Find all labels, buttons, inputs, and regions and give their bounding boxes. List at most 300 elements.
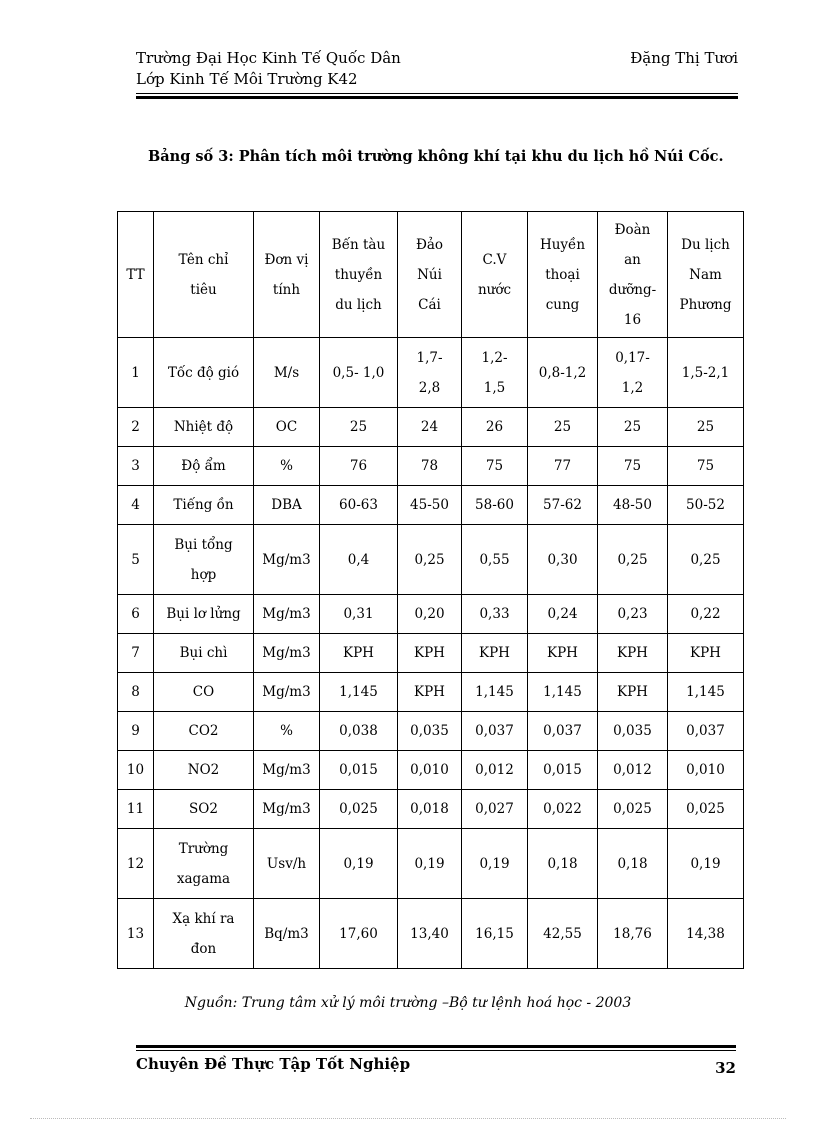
page-edge-dotted-line: [30, 1118, 786, 1119]
table-cell: [528, 408, 598, 447]
cell-text: 1,2-: [481, 349, 508, 366]
table-cell: [118, 486, 154, 525]
table-cell: [118, 899, 154, 969]
cell-text: 0,31: [343, 606, 374, 622]
cell-text: 0,22: [690, 606, 721, 622]
cell-text: 8: [131, 684, 140, 700]
cell-text: cung: [545, 296, 580, 313]
cell-text: 76: [349, 458, 368, 474]
cell-text: 0,037: [686, 723, 725, 739]
table-cell: [528, 790, 598, 829]
footer-rule-thin: [136, 1050, 736, 1051]
cell-text: KPH: [414, 645, 445, 661]
table-cell: [668, 634, 744, 673]
cell-text: 25: [623, 419, 642, 435]
table-cell: [462, 790, 528, 829]
table-cell: [254, 447, 320, 486]
cell-text: 0,5- 1,0: [332, 364, 385, 381]
table-cell: [254, 899, 320, 969]
cell-text: thuyền: [334, 266, 383, 283]
cell-text: 0,035: [410, 723, 449, 739]
cell-text: 78: [420, 458, 439, 474]
page-header: [136, 48, 738, 90]
table-cell: [254, 525, 320, 595]
cell-text: Du lịch: [681, 236, 730, 253]
table-cell: [398, 829, 462, 899]
cell-text: 0,25: [617, 551, 648, 568]
table-cell: [462, 486, 528, 525]
cell-text: thoại: [545, 266, 580, 283]
cell-text: 1,5: [483, 379, 506, 396]
source-note: Nguồn: Trung tâm xử lý môi trường –Bộ tư lệnh hoá học - 2003: [184, 995, 632, 1011]
cell-text: 25: [349, 419, 368, 435]
table-header-row: [118, 212, 744, 338]
table-cell: [398, 447, 462, 486]
table-cell: [154, 829, 254, 899]
table-row: [118, 408, 744, 447]
table-cell: [398, 408, 462, 447]
table-cell: [668, 751, 744, 790]
header-cell: [668, 212, 744, 338]
cell-text: 0,4: [347, 551, 370, 568]
table-cell: [118, 338, 154, 408]
cell-text: 0,025: [339, 801, 378, 817]
table-cell: [118, 790, 154, 829]
cell-text: 0,027: [475, 801, 514, 817]
cell-text: Đơn vị: [264, 251, 309, 268]
cell-text: 7: [131, 645, 140, 661]
cell-text: 0,19: [479, 855, 510, 872]
table-cell: [154, 673, 254, 712]
table-cell: [668, 673, 744, 712]
table-row: [118, 712, 744, 751]
cell-text: 1,7-: [416, 349, 443, 366]
cell-text: Xạ khí ra: [172, 910, 235, 927]
cell-text: Bụi chì: [179, 645, 228, 661]
cell-text: Tốc độ gió: [167, 364, 240, 381]
table-cell: [320, 525, 398, 595]
cell-text: 75: [696, 458, 715, 474]
table-cell: [528, 751, 598, 790]
table-cell: [598, 829, 668, 899]
cell-text: KPH: [617, 684, 648, 700]
cell-text: hợp: [190, 566, 217, 583]
header-cell: [598, 212, 668, 338]
cell-text: Nam: [689, 266, 722, 283]
cell-text: Đoàn: [614, 221, 651, 238]
cell-text: C.V: [482, 251, 507, 268]
cell-text: 9: [131, 723, 140, 739]
table-cell: [320, 751, 398, 790]
cell-text: 48-50: [613, 497, 652, 513]
header-cell: [154, 212, 254, 338]
table-cell: [154, 486, 254, 525]
table-cell: [462, 595, 528, 634]
table-cell: [598, 338, 668, 408]
cell-text: 0,18: [547, 855, 578, 872]
cell-text: 1,145: [339, 684, 378, 700]
cell-text: 45-50: [410, 497, 449, 513]
cell-text: Nhiệt độ: [173, 419, 234, 435]
header-cell: [398, 212, 462, 338]
header-cell: [528, 212, 598, 338]
table-cell: [598, 595, 668, 634]
table-cell: [398, 790, 462, 829]
table-cell: [320, 338, 398, 408]
table-cell: [254, 408, 320, 447]
cell-text: 0,8-1,2: [538, 364, 587, 381]
header-cell: [462, 212, 528, 338]
table-row: [118, 673, 744, 712]
table-cell: [154, 525, 254, 595]
cell-text: 57-62: [543, 497, 582, 513]
table-cell: [598, 712, 668, 751]
table-cell: [668, 408, 744, 447]
cell-text: 0,018: [410, 801, 449, 817]
cell-text: Tiếng ồn: [173, 497, 234, 513]
table-cell: [154, 899, 254, 969]
cell-text: 0,19: [343, 855, 374, 872]
table-row: [118, 829, 744, 899]
cell-text: 2,8: [418, 379, 441, 396]
table-row: [118, 595, 744, 634]
table-cell: [154, 712, 254, 751]
table-cell: [118, 525, 154, 595]
cell-text: KPH: [547, 645, 578, 661]
table-cell: [320, 673, 398, 712]
cell-text: 77: [553, 458, 572, 474]
table-cell: [598, 525, 668, 595]
table-cell: [320, 712, 398, 751]
cell-text: 0,25: [690, 551, 721, 568]
cell-text: du lịch: [335, 296, 382, 313]
table-cell: [254, 595, 320, 634]
table-cell: [668, 525, 744, 595]
cell-text: 0,19: [690, 855, 721, 872]
table-row: [118, 790, 744, 829]
table-cell: [320, 829, 398, 899]
table-cell: [398, 712, 462, 751]
cell-text: 0,19: [414, 855, 445, 872]
cell-text: 0,30: [547, 551, 578, 568]
page-number: 32: [715, 1059, 736, 1077]
cell-text: xagama: [176, 870, 231, 887]
cell-text: 5: [131, 551, 140, 568]
cell-text: 1,145: [686, 684, 725, 700]
cell-text: 16,15: [475, 925, 514, 942]
table-row: [118, 338, 744, 408]
cell-text: 3: [131, 458, 140, 474]
cell-text: 0,010: [686, 762, 725, 778]
table-cell: [118, 408, 154, 447]
cell-text: M/s: [273, 364, 300, 381]
cell-text: 0,037: [543, 723, 582, 739]
table-cell: [528, 525, 598, 595]
table-cell: [528, 712, 598, 751]
class-name: Lớp Kinh Tế Môi Trường K42: [136, 70, 358, 88]
table-cell: [254, 829, 320, 899]
cell-text: 0,022: [543, 801, 582, 817]
cell-text: Bến tàu: [331, 236, 386, 253]
cell-text: 0,025: [613, 801, 652, 817]
table-cell: [668, 899, 744, 969]
cell-text: KPH: [617, 645, 648, 661]
table-cell: [118, 751, 154, 790]
cell-text: 0,025: [686, 801, 725, 817]
table-cell: [528, 899, 598, 969]
cell-text: Trường: [178, 840, 229, 857]
table-cell: [398, 634, 462, 673]
header-cell: [320, 212, 398, 338]
cell-text: 1: [131, 364, 140, 381]
school-name: Trường Đại Học Kinh Tế Quốc Dân: [136, 49, 401, 67]
table-cell: [528, 634, 598, 673]
table-cell: [118, 712, 154, 751]
table-cell: [398, 595, 462, 634]
cell-text: Tên chỉ: [178, 251, 229, 268]
cell-text: Đảo: [415, 236, 444, 253]
cell-text: 13,40: [410, 925, 449, 942]
table-cell: [254, 338, 320, 408]
cell-text: Núi: [417, 266, 442, 283]
table-cell: [254, 486, 320, 525]
cell-text: nước: [477, 281, 512, 298]
cell-text: 0,035: [613, 723, 652, 739]
table-cell: [154, 751, 254, 790]
cell-text: 50-52: [686, 497, 725, 513]
cell-text: 58-60: [475, 497, 514, 513]
cell-text: Mg/m3: [262, 684, 311, 700]
cell-text: OC: [275, 419, 298, 435]
cell-text: Mg/m3: [262, 801, 311, 817]
cell-text: 0,037: [475, 723, 514, 739]
table-cell: [254, 751, 320, 790]
header-rule-thick: [136, 96, 738, 99]
cell-text: 1,5-2,1: [681, 364, 730, 381]
cell-text: 0,015: [339, 762, 378, 778]
table-cell: [462, 634, 528, 673]
cell-text: Mg/m3: [262, 645, 311, 661]
cell-text: dưỡng-: [608, 281, 657, 298]
header-rule-thin: [136, 93, 738, 94]
cell-text: 0,20: [414, 606, 445, 622]
table-cell: [320, 634, 398, 673]
cell-text: 0,25: [414, 551, 445, 568]
cell-text: KPH: [343, 645, 374, 661]
cell-text: 1,145: [543, 684, 582, 700]
table-cell: [528, 673, 598, 712]
table-cell: [598, 634, 668, 673]
air-quality-table: [117, 211, 744, 969]
table-cell: [528, 338, 598, 408]
table-cell: [118, 634, 154, 673]
table-cell: [462, 712, 528, 751]
cell-text: 0,010: [410, 762, 449, 778]
table-cell: [462, 525, 528, 595]
table-cell: [598, 673, 668, 712]
cell-text: %: [280, 723, 293, 739]
table-cell: [254, 634, 320, 673]
table-cell: [320, 790, 398, 829]
table-cell: [154, 595, 254, 634]
table-cell: [398, 338, 462, 408]
cell-text: 0,012: [613, 762, 652, 778]
cell-text: KPH: [479, 645, 510, 661]
cell-text: 0,55: [479, 551, 510, 568]
table-cell: [462, 408, 528, 447]
cell-text: CO2: [188, 723, 219, 739]
cell-text: 6: [131, 606, 140, 622]
table-cell: [398, 486, 462, 525]
table-cell: [320, 486, 398, 525]
table-cell: [118, 595, 154, 634]
cell-text: 0,015: [543, 762, 582, 778]
cell-text: 14,38: [686, 925, 725, 942]
table-cell: [528, 486, 598, 525]
cell-text: NO2: [187, 762, 220, 778]
table-title: Bảng số 3: Phân tích môi trường không khí tại khu du lịch hồ Núi Cốc.: [148, 148, 724, 165]
table-row: [118, 634, 744, 673]
cell-text: 0,17-: [615, 349, 650, 366]
cell-text: SO2: [189, 801, 218, 817]
table-cell: [528, 447, 598, 486]
cell-text: Huyền: [539, 236, 586, 253]
table-cell: [528, 829, 598, 899]
table-cell: [598, 790, 668, 829]
table-row: [118, 751, 744, 790]
cell-text: Phương: [679, 296, 732, 313]
cell-text: 4: [131, 497, 140, 513]
cell-text: DBA: [271, 497, 302, 513]
header-cell: [254, 212, 320, 338]
cell-text: KPH: [414, 684, 445, 700]
cell-text: 0,038: [339, 723, 378, 739]
table-cell: [254, 712, 320, 751]
cell-text: Mg/m3: [262, 551, 311, 568]
cell-text: 10: [126, 762, 145, 778]
table-cell: [118, 447, 154, 486]
cell-text: 0,33: [479, 606, 510, 622]
table-cell: [320, 408, 398, 447]
table-cell: [320, 899, 398, 969]
table-cell: [398, 751, 462, 790]
table-cell: [398, 525, 462, 595]
cell-text: 60-63: [339, 497, 378, 513]
table-cell: [462, 751, 528, 790]
cell-text: Mg/m3: [262, 762, 311, 778]
cell-text: Usv/h: [266, 855, 307, 872]
cell-text: 1,145: [475, 684, 514, 700]
table-cell: [254, 673, 320, 712]
table-cell: [598, 751, 668, 790]
cell-text: 42,55: [543, 925, 582, 942]
table-cell: [154, 634, 254, 673]
cell-text: Bụi lơ lửng: [166, 606, 241, 622]
cell-text: 18,76: [613, 925, 652, 942]
author-name: Đặng Thị Tươi: [630, 49, 738, 67]
table-cell: [598, 899, 668, 969]
cell-text: Bụi tổng: [174, 536, 233, 553]
table-row: [118, 525, 744, 595]
cell-text: tính: [272, 281, 301, 298]
cell-text: 25: [553, 419, 572, 435]
table-cell: [668, 829, 744, 899]
header-cell: [118, 212, 154, 338]
cell-text: 26: [485, 419, 504, 435]
table-cell: [668, 790, 744, 829]
table-row: [118, 447, 744, 486]
table-cell: [462, 899, 528, 969]
cell-text: 12: [126, 855, 145, 872]
table-body: [118, 338, 744, 969]
cell-text: 16: [623, 311, 642, 328]
cell-text: 24: [420, 419, 439, 435]
footer-rule-thick: [136, 1045, 736, 1048]
table-cell: [598, 486, 668, 525]
cell-text: 0,012: [475, 762, 514, 778]
cell-text: 0,23: [617, 606, 648, 622]
table-cell: [462, 447, 528, 486]
cell-text: Bq/m3: [264, 925, 309, 942]
table-row: [118, 899, 744, 969]
table-cell: [398, 673, 462, 712]
cell-text: 25: [696, 419, 715, 435]
cell-text: 11: [126, 801, 145, 817]
cell-text: Mg/m3: [262, 606, 311, 622]
table-cell: [598, 408, 668, 447]
cell-text: Cái: [418, 296, 441, 313]
cell-text: TT: [126, 266, 145, 283]
table-cell: [598, 447, 668, 486]
table-cell: [668, 712, 744, 751]
cell-text: KPH: [690, 645, 721, 661]
cell-text: 75: [485, 458, 504, 474]
table-cell: [462, 673, 528, 712]
cell-text: 1,2: [621, 379, 644, 396]
table-cell: [320, 595, 398, 634]
cell-text: %: [280, 458, 293, 474]
cell-text: an: [624, 251, 641, 268]
table-row: [118, 486, 744, 525]
table-cell: [528, 595, 598, 634]
cell-text: Độ ẩm: [181, 458, 226, 474]
cell-text: 13: [126, 925, 145, 942]
cell-text: 17,60: [339, 925, 378, 942]
table-cell: [254, 790, 320, 829]
table-cell: [154, 790, 254, 829]
table-cell: [668, 486, 744, 525]
cell-text: 0,18: [617, 855, 648, 872]
table-cell: [668, 595, 744, 634]
cell-text: đon: [190, 940, 217, 957]
table-cell: [320, 447, 398, 486]
table-cell: [668, 338, 744, 408]
table-cell: [154, 338, 254, 408]
table-cell: [668, 447, 744, 486]
table-cell: [118, 673, 154, 712]
cell-text: 0,24: [547, 606, 578, 622]
table-cell: [398, 899, 462, 969]
table-cell: [462, 338, 528, 408]
footer-title: Chuyên Đề Thực Tập Tốt Nghiệp: [136, 1055, 411, 1073]
cell-text: 75: [623, 458, 642, 474]
cell-text: CO: [192, 684, 215, 700]
cell-text: tiêu: [190, 281, 217, 298]
cell-text: 2: [131, 419, 140, 435]
table-cell: [154, 447, 254, 486]
table-cell: [154, 408, 254, 447]
table-cell: [462, 829, 528, 899]
